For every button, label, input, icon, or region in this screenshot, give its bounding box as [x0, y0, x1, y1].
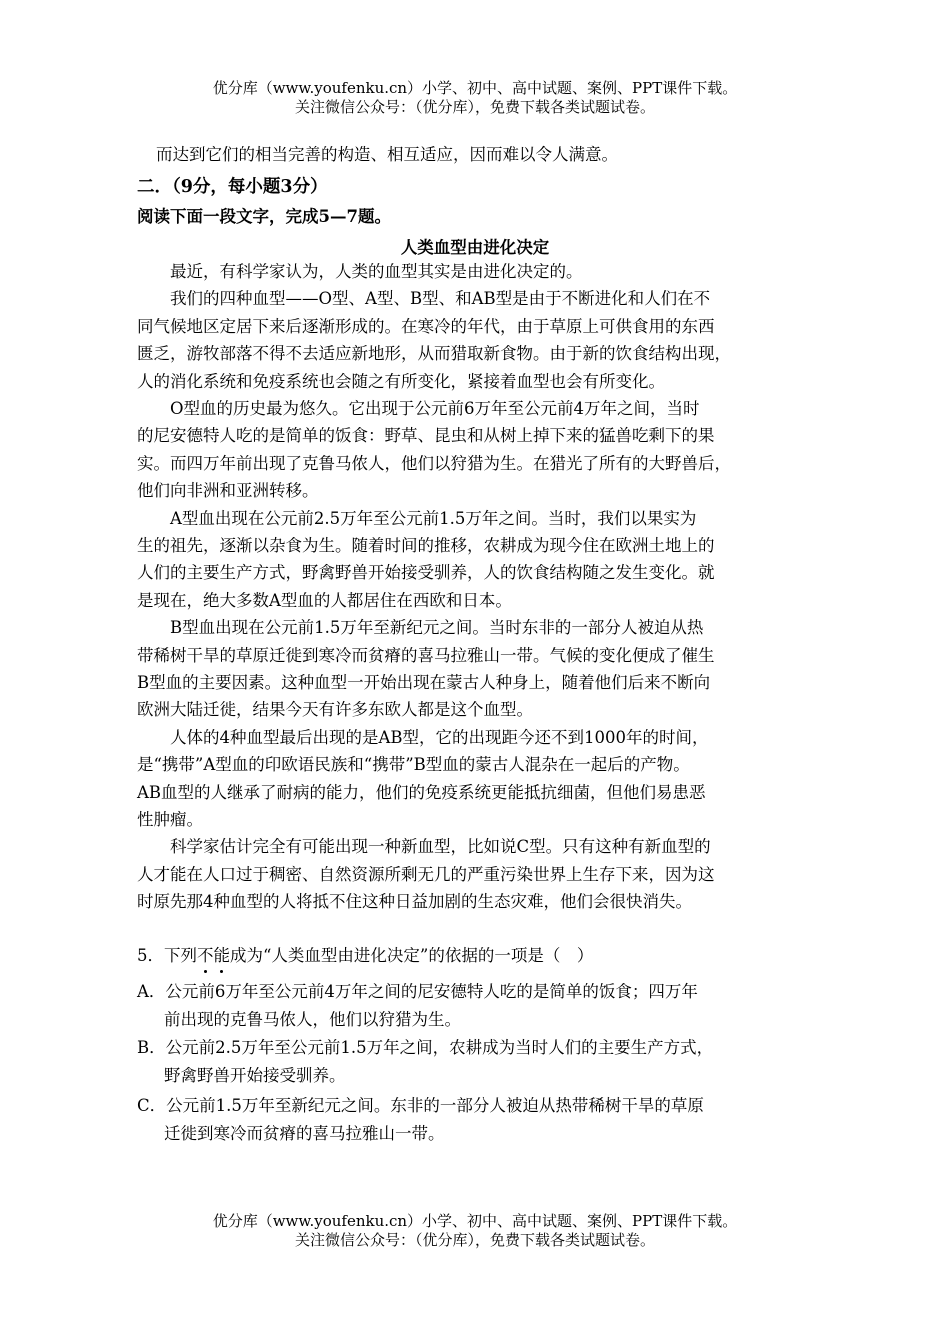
article-line: 科学家估计完全有可能出现一种新血型，比如说C型。只有这种有新血型的: [137, 837, 711, 856]
article-line: 带稀树干旱的草原迁徙到寒冷而贫瘠的喜马拉雅山一带。气候的变化便成了催生: [137, 646, 715, 665]
article-line: O型血的历史最为悠久。它出现于公元前6万年至公元前4万年之间，当时: [137, 399, 700, 418]
section-instruction: 阅读下面一段文字，完成5—7题。: [137, 207, 391, 226]
option-b-line-1: B．公元前2.5万年至公元前1.5万年之间，农耕成为当时人们的主要生产方式，: [137, 1038, 714, 1057]
option-c-line-1: C．公元前1.5万年至新纪元之间。东非的一部分人被迫从热带稀树干旱的草原: [137, 1096, 704, 1115]
emphasis-char-2: 能: [213, 946, 230, 965]
article-line: 实。而四万年前出现了克鲁马侬人，他们以狩猎为生。在猎光了所有的大野兽后，: [137, 454, 731, 473]
article-line: 人才能在人口过于稠密、自然资源所剩无几的严重污染世界上生存下来，因为这: [137, 865, 715, 884]
article-line: 是现在，绝大多数A型血的人都居住在西欧和日本。: [137, 591, 512, 610]
article-line: 性肿瘤。: [137, 810, 203, 829]
article-line: 人们的主要生产方式，野禽野兽开始接受驯养，人的饮食结构随之发生变化。就: [137, 563, 715, 582]
page-footer: [0, 1212, 950, 1250]
emphasis-char-1: 不: [197, 946, 214, 965]
article-line: 同气候地区定居下来后逐渐形成的。在寒冷的年代，由于草原上可供食用的东西: [137, 317, 715, 336]
article-line: 人体的4种血型最后出现的是AB型，它的出现距今还不到1000年的时间，: [137, 728, 709, 747]
article-line: 我们的四种血型——O型、A型、B型、和AB型是由于不断进化和人们在不: [137, 289, 711, 308]
option-a-line-2: 前出现的克鲁马侬人，他们以狩猎为生。: [164, 1010, 461, 1029]
article-line: B型血出现在公元前1.5万年至新纪元之间。当时东非的一部分人被迫从热: [137, 618, 704, 637]
article-line: AB血型的人继承了耐病的能力，他们的免疫系统更能抵抗细菌，但他们易患恶: [137, 783, 706, 802]
article-line: 匮乏，游牧部落不得不去适应新地形，从而猎取新食物。由于新的饮食结构出现，: [137, 344, 731, 363]
option-c-line-2: 迁徙到寒冷而贫瘠的喜马拉雅山一带。: [164, 1124, 445, 1143]
lead-line: 而达到它们的相当完善的构造、相互适应，因而难以令人满意。: [156, 145, 618, 164]
header-line-1: 优分库（www.youfenku.cn）小学、初中、高中试题、案例、PPT课件下载。: [212, 79, 738, 97]
footer-line-2: 关注微信公众号：（优分库），免费下载各类试题试卷。: [294, 1231, 655, 1249]
footer-line-1: 优分库（www.youfenku.cn）小学、初中、高中试题、案例、PPT课件下载。: [212, 1212, 738, 1230]
article-line: 最近，有科学家认为，人类的血型其实是由进化决定的。: [137, 262, 583, 281]
article-line: 欧洲大陆迁徙，结果今天有许多东欧人都是这个血型。: [137, 700, 533, 719]
article-line: 时原先那4种血型的人将抵不住这种日益加剧的生态灾难，他们会很快消失。: [137, 892, 692, 911]
article-line: 生的祖先，逐渐以杂食为生。随着时间的推移，农耕成为现今住在欧洲土地上的: [137, 536, 715, 555]
header-line-2: 关注微信公众号：（优分库），免费下载各类试题试卷。: [294, 98, 655, 116]
article-line: A型血出现在公元前2.5万年至公元前1.5万年之间。当时，我们以果实为: [137, 509, 697, 528]
article-title: 人类血型由进化决定: [400, 238, 550, 257]
article-line: 是“携带”A型血的印欧语民族和“携带”B型血的蒙古人混杂在一起后的产物。: [137, 755, 690, 774]
article-line: B型血的主要因素。这种血型一开始出现在蒙古人种身上，随着他们后来不断向: [137, 673, 711, 692]
article-line: 的尼安德特人吃的是简单的饭食：野草、昆虫和从树上掉下来的猛兽吃剩下的果: [137, 426, 715, 445]
question-stem-after: 成为“人类血型由进化决定”的依据的一项是（ ）: [230, 946, 594, 965]
article-line: 人的消化系统和免疫系统也会随之有所变化，紧接着血型也会有所变化。: [137, 372, 665, 391]
page-header: [0, 79, 950, 117]
section-heading: 二．（9分，每小题3分）: [137, 177, 328, 197]
option-b-line-2: 野禽野兽开始接受驯养。: [164, 1066, 346, 1085]
option-a-line-1: A．公元前6万年至公元前4万年之间的尼安德特人吃的是简单的饭食；四万年: [137, 982, 698, 1001]
question-5-stem: [137, 946, 593, 966]
question-stem-before: 5．下列: [137, 946, 197, 965]
article-line: 他们向非洲和亚洲转移。: [137, 481, 319, 500]
